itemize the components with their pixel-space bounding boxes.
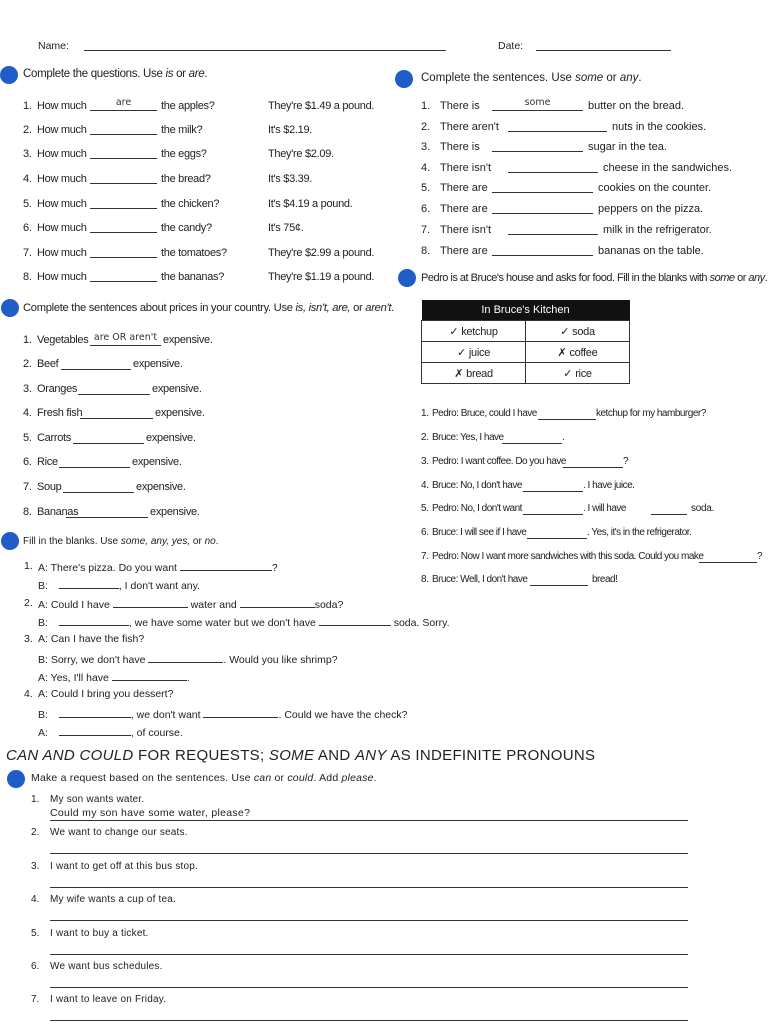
answer-blank[interactable] [90, 269, 157, 282]
name-label: Name: [38, 40, 69, 52]
kitchen-cell [422, 321, 526, 342]
check-icon: ✓ [449, 325, 459, 338]
request-number: 5. [31, 928, 40, 939]
question-lead: How much [37, 148, 87, 160]
sentence-tail: bananas on the table. [598, 245, 704, 257]
sentence-tail: expensive. [163, 334, 213, 346]
sentence-tail: expensive. [136, 481, 186, 493]
price-text: It's $3.39. [268, 173, 313, 185]
s6-instruction: Make a request based on the sentences. Use can or could. Add please. [31, 772, 377, 784]
answer-blank[interactable] [508, 160, 598, 173]
sentence-lead: Rice [37, 456, 58, 468]
sentence-tail: expensive. [133, 358, 183, 370]
section-marker [0, 66, 18, 84]
s5-num: 1. [24, 560, 33, 572]
kitchen-cell [526, 342, 630, 363]
question-number: 8. [23, 271, 32, 283]
blank[interactable] [203, 707, 278, 718]
request-number: 4. [31, 894, 40, 905]
dialogue-tail: ? [623, 456, 629, 467]
kitchen-item: soda [572, 325, 595, 338]
answer-blank[interactable] [492, 243, 593, 256]
price-text: They're $1.19 a pound. [268, 271, 375, 283]
blank[interactable] [113, 597, 188, 608]
answer-blank[interactable] [492, 201, 593, 214]
sentence-tail: expensive. [150, 506, 200, 518]
kitchen-row [422, 321, 630, 342]
s3-instruction: Complete the sentences about prices in your country. Use is, isn't, are, or aren't. [23, 302, 394, 314]
answer-blank[interactable] [78, 382, 150, 395]
kitchen-item: rice [575, 367, 592, 380]
dialogue-number: 8. [421, 574, 429, 585]
question-tail: the eggs? [161, 148, 207, 160]
sentence-tail: expensive. [155, 407, 205, 419]
answer-blank[interactable] [90, 171, 157, 184]
answer-blank[interactable]: some [492, 98, 583, 111]
sentence-lead: Carrots [37, 432, 71, 444]
answer-blank[interactable] [492, 180, 593, 193]
answer-blank[interactable] [699, 552, 757, 563]
s5-line: A: Can I have the fish? [38, 633, 145, 645]
sentence-lead: There aren't [440, 121, 499, 133]
request-prompt: I want to leave on Friday. [50, 994, 167, 1005]
sentence-lead: Bananas [37, 506, 79, 518]
dialogue-number: 4. [421, 480, 429, 491]
dialogue-number: 1. [421, 408, 429, 419]
kitchen-cell [422, 363, 526, 384]
request-number: 2. [31, 827, 40, 838]
question-number: 3. [23, 148, 32, 160]
dialogue-number: 5. [421, 503, 429, 514]
s5-line: B: , we have some water but we don't have soda. Sorry. [38, 617, 450, 629]
kitchen-table [421, 300, 630, 384]
sentence-tail: milk in the refrigerator. [603, 224, 712, 236]
sentence-tail: peppers on the pizza. [598, 203, 704, 215]
dialogue-tail: bread! [592, 574, 618, 585]
section-marker [398, 269, 416, 287]
answer-blank[interactable] [73, 431, 144, 444]
sentence-lead: There are [440, 182, 488, 194]
sentence-lead: There are [440, 245, 488, 257]
s5-num: 3. [24, 633, 33, 645]
answer-blank[interactable] [651, 504, 687, 515]
sentence-lead: There is [440, 100, 480, 112]
blank[interactable] [148, 652, 223, 663]
request-prompt: My son wants water. [50, 794, 145, 805]
blank[interactable] [180, 560, 272, 571]
question-lead: How much [37, 271, 87, 283]
sentence-tail: expensive. [146, 432, 196, 444]
answer-blank[interactable] [523, 504, 583, 515]
dialogue-tail: soda. [691, 503, 714, 514]
blank[interactable] [59, 615, 129, 626]
question-lead: How much [37, 124, 87, 136]
answer-line[interactable] [50, 941, 688, 955]
answer-blank[interactable] [61, 357, 131, 370]
sentence-number: 7. [23, 481, 32, 493]
answer-blank[interactable] [66, 505, 148, 518]
answer-blank[interactable] [502, 432, 565, 444]
dialogue-lead: Bruce: Yes, I have [432, 432, 504, 443]
sentence-number: 6. [421, 203, 431, 215]
blank[interactable] [59, 707, 131, 718]
sentence-number: 7. [421, 224, 431, 236]
answer-blank[interactable] [530, 575, 588, 586]
grammar-heading: CAN AND COULD FOR REQUESTS; SOME AND ANY AS INDEFINITE PRONOUNS [6, 747, 596, 764]
dialogue-number: 2. [421, 432, 429, 443]
s5-line: A: There's pizza. Do you want ? [38, 562, 278, 574]
sentence-number: 6. [23, 456, 32, 468]
question-number: 1. [23, 100, 32, 112]
sentence-lead: There are [440, 203, 488, 215]
sentence-number: 4. [23, 407, 32, 419]
dialogue-number: 7. [421, 551, 429, 562]
kitchen-cell [526, 321, 630, 342]
dialogue-number: 6. [421, 527, 429, 538]
price-text: They're $2.99 a pound. [268, 247, 375, 259]
answer-line[interactable] [50, 874, 688, 888]
answer-blank[interactable] [90, 146, 157, 159]
question-tail: the chicken? [161, 198, 220, 210]
sentence-number: 3. [421, 141, 431, 153]
question-tail: the milk? [161, 124, 203, 136]
sentence-tail: cheese in the sandwiches. [603, 162, 733, 174]
s5-line: A: , of course. [38, 727, 183, 739]
sentence-lead: There isn't [440, 224, 492, 236]
sentence-number: 5. [421, 182, 431, 194]
dialogue-lead: Pedro: Bruce, could I have [432, 408, 537, 419]
s2-instruction: Complete the sentences. Use some or any. [421, 72, 642, 84]
sentence-lead: Beef [37, 358, 59, 370]
request-prompt: I want to get off at this bus stop. [50, 861, 199, 872]
question-tail: the bananas? [161, 271, 225, 283]
blank[interactable] [59, 725, 131, 736]
answer-blank[interactable] [508, 119, 607, 132]
section-marker [395, 70, 413, 88]
dialogue-number: 3. [421, 456, 429, 467]
sentence-number: 1. [421, 100, 431, 112]
request-number: 7. [31, 994, 40, 1005]
cross-icon: ✗ [557, 346, 567, 359]
dialogue-tail: ? [757, 551, 763, 562]
request-number: 3. [31, 861, 40, 872]
dialogue-lead: Bruce: Well, I don't have [432, 574, 528, 585]
kitchen-item: bread [466, 367, 493, 380]
kitchen-cell [526, 363, 630, 384]
answer-line[interactable]: Could my son have some water, please? [50, 807, 688, 821]
sentence-number: 5. [23, 432, 32, 444]
question-number: 2. [23, 124, 32, 136]
cross-icon: ✗ [454, 367, 464, 380]
sentence-lead: Oranges [37, 383, 78, 395]
sentence-tail: expensive. [152, 383, 202, 395]
question-number: 4. [23, 173, 32, 185]
name-field[interactable] [84, 50, 446, 51]
check-icon: ✓ [456, 346, 466, 359]
answer-blank[interactable] [563, 457, 623, 468]
s5-line: B: , I don't want any. [38, 580, 201, 592]
price-text: It's $4.19 a pound. [268, 198, 353, 210]
sentence-tail: sugar in the tea. [588, 141, 667, 153]
answer-blank[interactable] [90, 196, 157, 209]
answer-line[interactable] [50, 907, 688, 921]
sentence-tail: butter on the bread. [588, 100, 685, 112]
s5-line: B: , we don't want . Could we have the check? [38, 709, 408, 721]
s5-line: B: Sorry, we don't have . Would you like shrimp? [38, 654, 338, 666]
dialogue-lead: Pedro: No, I don't want [432, 503, 522, 514]
dialogue-tail: . [562, 432, 565, 443]
sentence-lead: There is [440, 141, 480, 153]
s5-instruction: Fill in the blanks. Use some, any, yes, or no. [23, 536, 219, 547]
answer-blank[interactable] [523, 481, 583, 492]
s5-line: A: Could I bring you dessert? [38, 688, 174, 700]
sentence-number: 8. [23, 506, 32, 518]
answer-blank[interactable] [538, 409, 596, 420]
s5-num: 4. [24, 688, 33, 700]
answer-blank[interactable] [80, 406, 153, 419]
sentence-lead: Soup [37, 481, 62, 493]
sentence-number: 2. [421, 121, 431, 133]
answer-blank[interactable] [59, 455, 130, 468]
price-text: It's 75¢. [268, 222, 304, 234]
kitchen-item: ketchup [461, 325, 498, 338]
answer-blank[interactable]: are OR aren't [90, 333, 161, 346]
kitchen-row [422, 363, 630, 384]
request-prompt: I want to buy a ticket. [50, 928, 149, 939]
request-prompt: We want bus schedules. [50, 961, 163, 972]
kitchen-item: coffee [569, 346, 598, 359]
kitchen-row [422, 342, 630, 363]
dialogue-lead: Pedro: Now I want more sandwiches with this soda. Could you make [432, 551, 704, 562]
price-text: They're $2.09. [268, 148, 334, 160]
question-tail: the tomatoes? [161, 247, 227, 259]
blank[interactable] [59, 578, 119, 589]
sentence-tail: cookies on the counter. [598, 182, 712, 194]
date-field[interactable] [536, 50, 671, 51]
blank[interactable] [112, 670, 187, 681]
answer-blank[interactable] [90, 220, 157, 233]
s4-instruction: Pedro is at Bruce's house and asks for food. Fill in the blanks with some or any. [421, 272, 768, 284]
section-marker [1, 532, 19, 550]
question-number: 5. [23, 198, 32, 210]
dialogue-tail: . Yes, it's in the refrigerator. [587, 527, 692, 538]
s1-instruction: Complete the questions. Use is or are. [23, 68, 208, 80]
blank[interactable] [240, 597, 315, 608]
question-lead: How much [37, 100, 87, 112]
price-text: They're $1.49 a pound. [268, 100, 375, 112]
check-icon: ✓ [563, 367, 573, 380]
answer-blank[interactable] [90, 245, 157, 258]
question-number: 7. [23, 247, 32, 259]
dialogue-lead: Bruce: No, I don't have [432, 480, 522, 491]
answer-blank[interactable] [527, 528, 587, 539]
check-icon: ✓ [560, 325, 570, 338]
question-tail: the bread? [161, 173, 211, 185]
answer-line[interactable] [50, 974, 688, 988]
answer-blank[interactable] [90, 122, 157, 135]
answer-blank[interactable] [63, 480, 134, 493]
answer-blank[interactable] [508, 222, 598, 235]
sentence-number: 1. [23, 334, 32, 346]
answer-line[interactable] [50, 840, 688, 854]
kitchen-table-title: In Bruce's Kitchen [422, 300, 630, 321]
s5-num: 2. [24, 597, 33, 609]
request-number: 6. [31, 961, 40, 972]
section-marker [7, 770, 25, 788]
sentence-number: 4. [421, 162, 431, 174]
sentence-number: 8. [421, 245, 431, 257]
answer-blank[interactable] [492, 139, 583, 152]
question-tail: the candy? [161, 222, 212, 234]
question-number: 6. [23, 222, 32, 234]
sentence-lead: Vegetables [37, 334, 89, 346]
question-lead: How much [37, 222, 87, 234]
sentence-number: 3. [23, 383, 32, 395]
blank[interactable] [319, 615, 391, 626]
date-label: Date: [498, 40, 524, 52]
request-number: 1. [31, 794, 40, 805]
request-prompt: We want to change our seats. [50, 827, 188, 838]
dialogue-lead: Pedro: I want coffee. Do you have [432, 456, 566, 467]
sentence-lead: Fresh fish [37, 407, 83, 419]
section-marker [1, 299, 19, 317]
question-tail: the apples? [161, 100, 215, 112]
sentence-tail: expensive. [132, 456, 182, 468]
answer-blank[interactable]: are [90, 98, 157, 111]
sentence-lead: There isn't [440, 162, 492, 174]
dialogue-lead: Bruce: I will see if I have [432, 527, 527, 538]
sentence-tail: nuts in the cookies. [612, 121, 707, 133]
question-lead: How much [37, 198, 87, 210]
dialogue-tail: . I have juice. [583, 480, 635, 491]
s5-line: A: Could I have water and soda? [38, 599, 344, 611]
request-prompt: My wife wants a cup of tea. [50, 894, 177, 905]
sentence-number: 2. [23, 358, 32, 370]
price-text: It's $2.19. [268, 124, 313, 136]
s5-line: A: Yes, I'll have . [38, 672, 190, 684]
answer-line[interactable] [50, 1007, 688, 1021]
kitchen-cell [422, 342, 526, 363]
question-lead: How much [37, 173, 87, 185]
dialogue-tail: . I will have [583, 503, 626, 514]
kitchen-item: juice [468, 346, 491, 359]
dialogue-tail: ketchup for my hamburger? [596, 408, 706, 419]
question-lead: How much [37, 247, 87, 259]
